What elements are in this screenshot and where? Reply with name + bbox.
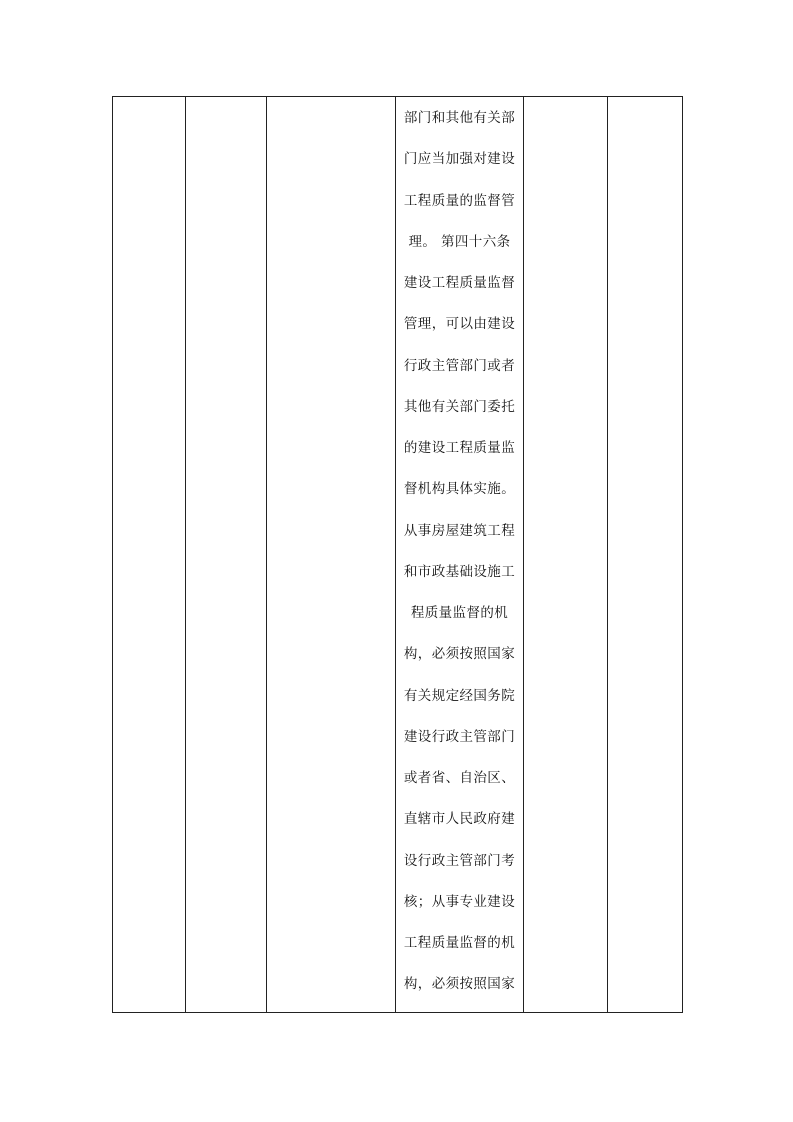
text-line: 督机构具体实施。 [403, 481, 516, 498]
text-line: 和市政基础设施工 [403, 563, 516, 580]
empty-cell-6 [608, 97, 683, 1013]
text-line: 工程质量监督的机 [403, 935, 516, 951]
text-line: 的建设工程质量监 [403, 440, 516, 456]
text-line: 行政主管部门或者 [403, 357, 516, 374]
text-line: 建设工程质量监督 [403, 275, 516, 291]
text-line: 建设行政主管部门 [403, 728, 516, 745]
text-line: 工程质量的监督管 [403, 192, 516, 209]
text-line: 部门和其他有关部 [403, 110, 516, 126]
empty-cell-1 [113, 97, 186, 1013]
text-line: 门应当加强对建设 [403, 151, 516, 168]
empty-cell-5 [524, 97, 608, 1013]
legal-text-lines [396, 97, 523, 1006]
text-line: 设行政主管部门考 [403, 852, 516, 869]
text-line: 理。 第四十六条 [408, 233, 511, 250]
text-line: 从事房屋建筑工程 [403, 522, 516, 539]
text-line: 构，必须按照国家 [403, 976, 516, 993]
text-line: 核；从事专业建设 [403, 893, 516, 910]
text-line: 构，必须按照国家 [403, 646, 516, 663]
text-line: 程质量监督的机 [410, 605, 509, 621]
empty-cell-3 [267, 97, 396, 1013]
text-line: 或者省、自治区、 [403, 770, 516, 786]
table-row [113, 97, 683, 1013]
regulation-table [112, 96, 683, 1013]
legal-text-cell [396, 97, 524, 1013]
text-line: 有关规定经国务院 [403, 687, 516, 704]
empty-cell-2 [186, 97, 267, 1013]
text-line: 直辖市人民政府建 [403, 811, 516, 828]
text-line: 管理，可以由建设 [403, 316, 516, 333]
text-line: 其他有关部门委托 [403, 398, 516, 415]
